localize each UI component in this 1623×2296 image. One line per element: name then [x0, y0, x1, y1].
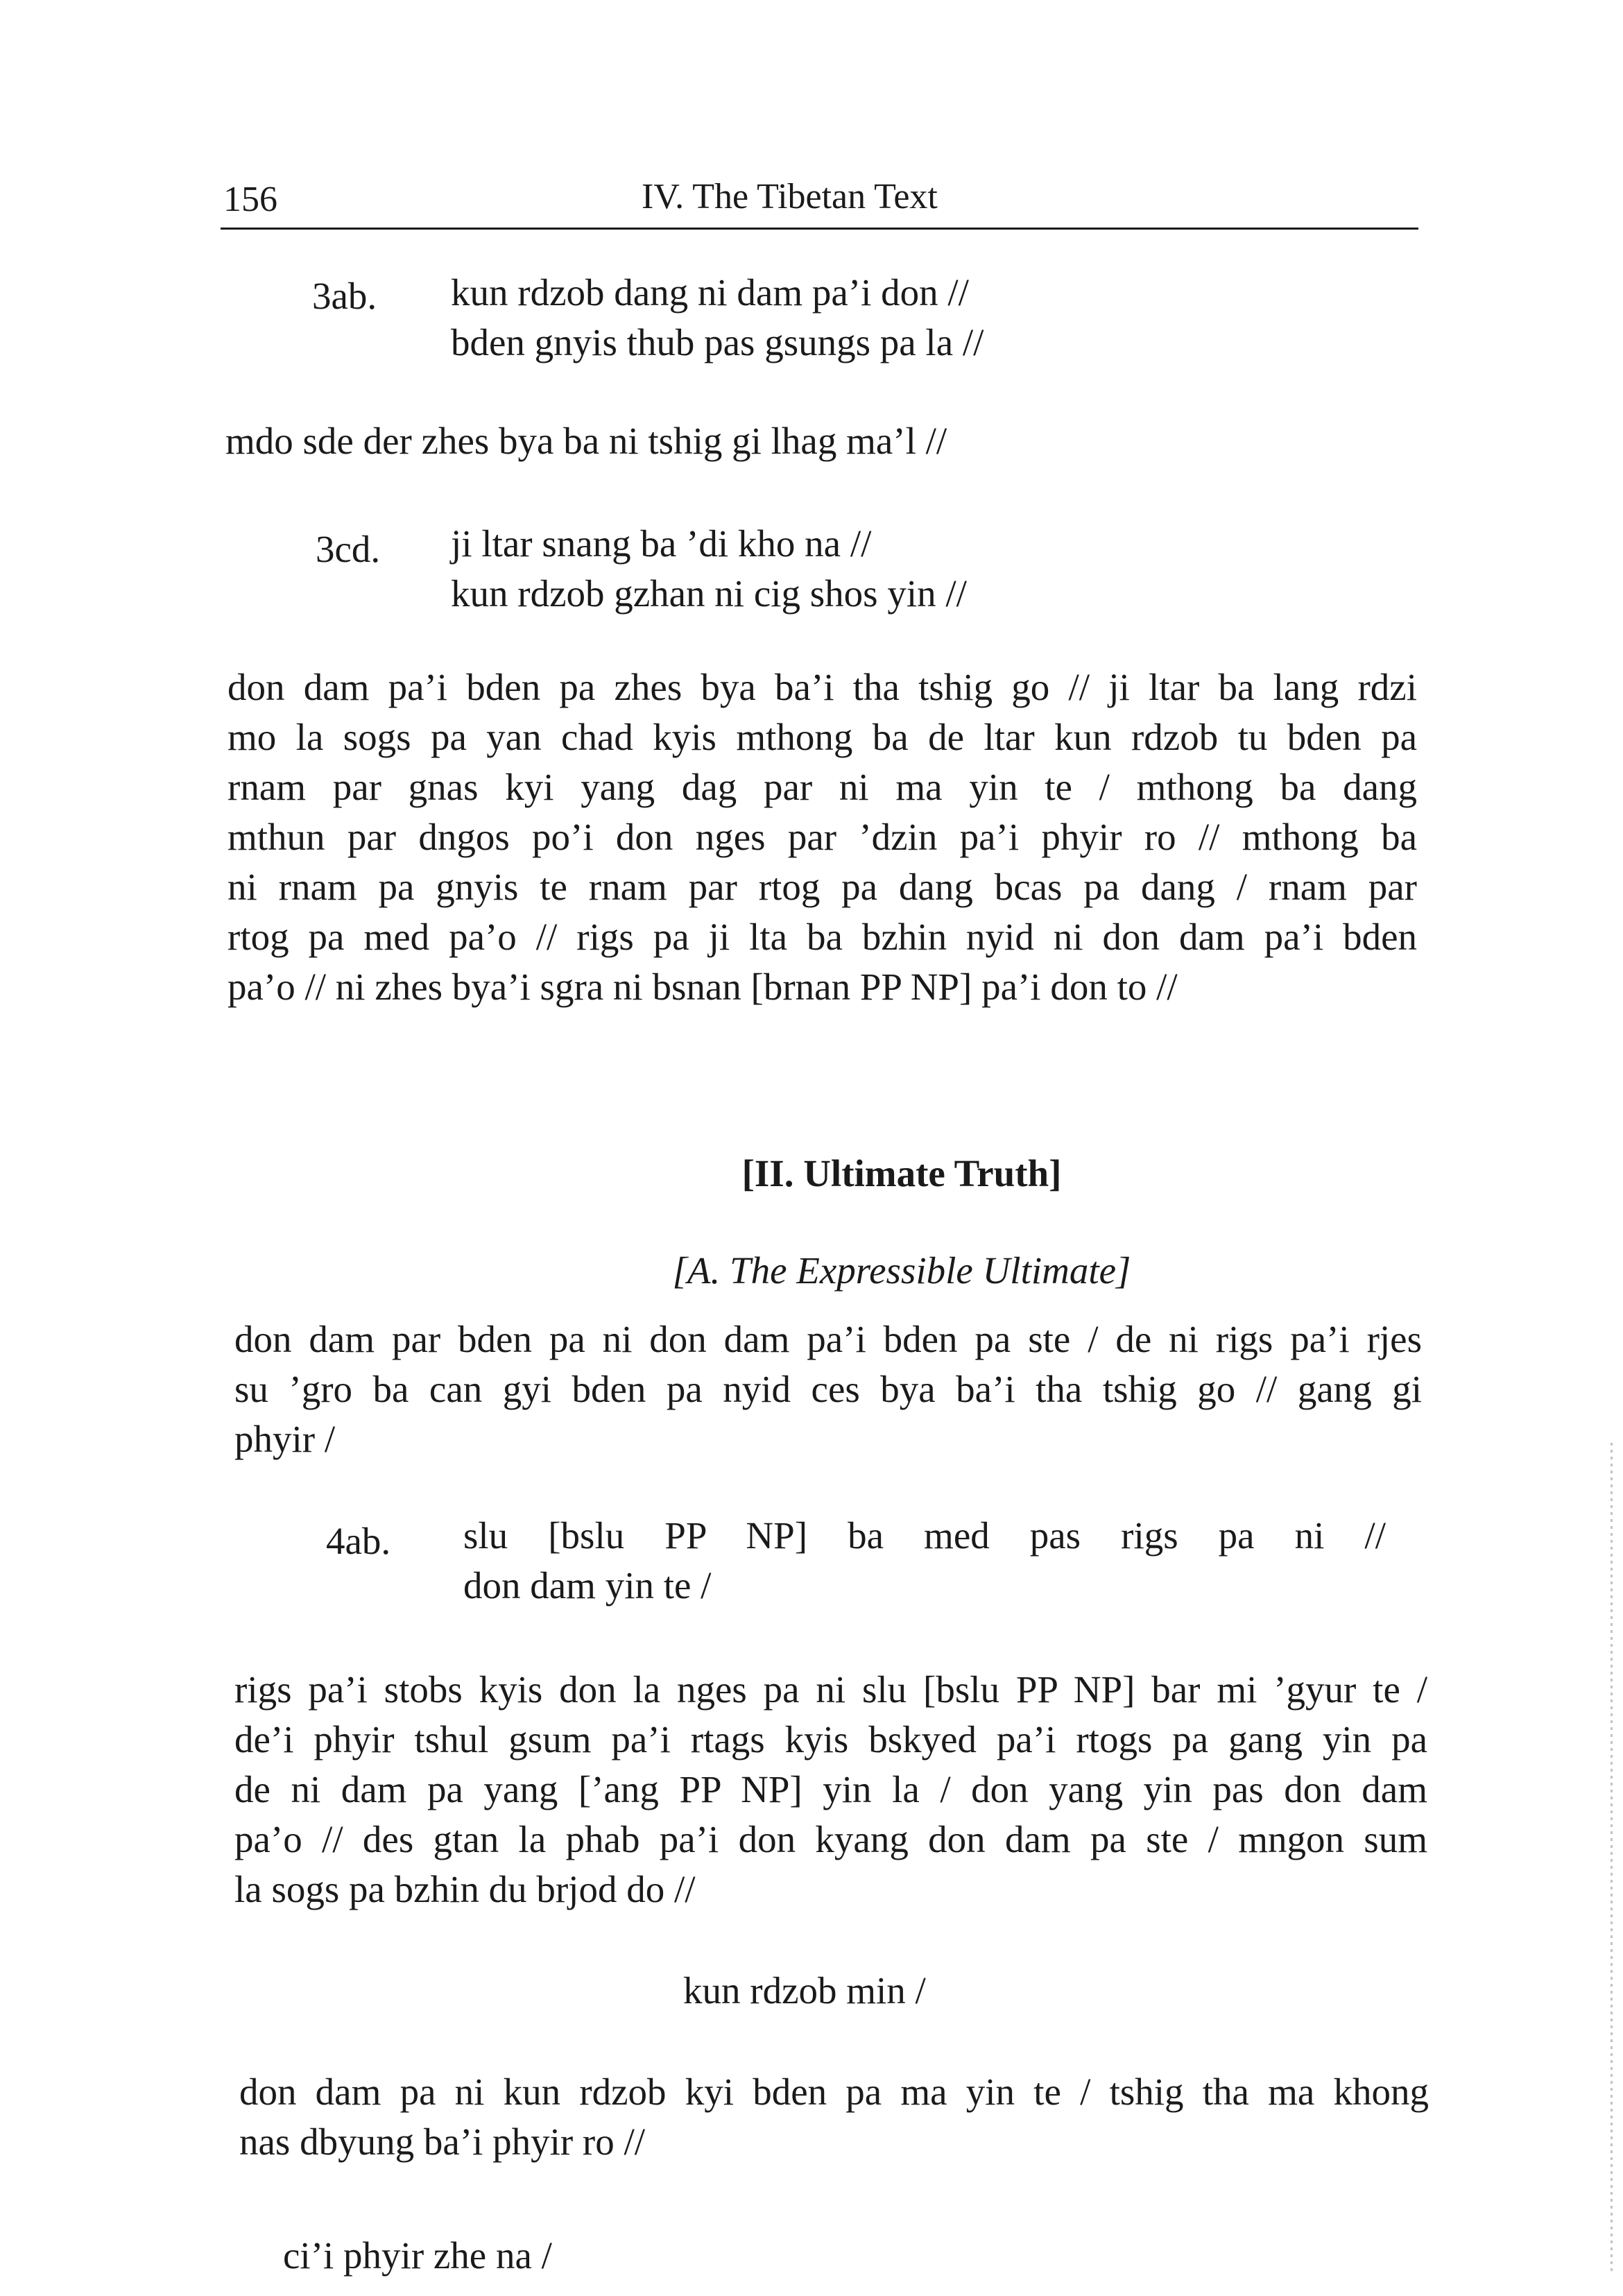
paragraph-line: la sogs pa bzhin du brjod do // — [234, 1868, 696, 1910]
paragraph-line: pa’o // des gtan la phab pa’i don kyang don dam pa ste / mngon sum — [234, 1818, 1427, 1860]
commentary-line: mdo sde der zhes bya ba ni tshig gi lhag ma’l // — [225, 420, 947, 462]
verse-4ab-line-1: slu [bslu PP NP] ba med pas rigs pa ni // — [463, 1514, 1386, 1557]
paragraph-line: de’i phyir tshul gsum pa’i rtags kyis bskyed pa’i rtogs pa gang yin pa — [234, 1718, 1427, 1760]
paragraph-line: rigs pa’i stobs kyis don la nges pa ni slu [bslu PP NP] bar mi ’gyur te / — [234, 1668, 1427, 1711]
paragraph-line: don dam par bden pa ni don dam pa’i bden pa ste / de ni rigs pa’i rjes — [234, 1318, 1422, 1360]
paragraph-line: don dam pa ni kun rdzob kyi bden pa ma yin te / tshig tha ma khong — [239, 2071, 1429, 2113]
subsection-heading: [A. The Expressible Ultimate] — [672, 1249, 1131, 1292]
paragraph-line: rtog pa med pa’o // rigs pa ji lta ba bzhin nyid ni don dam pa’i bden — [227, 916, 1417, 958]
verse-label-3cd: 3cd. — [316, 528, 381, 570]
paragraph-line: mthun par dngos po’i don nges par ’dzin pa’i phyir ro // mthong ba — [227, 816, 1417, 858]
running-title: IV. The Tibetan Text — [642, 177, 938, 216]
paragraph-line: don dam pa’i bden pa zhes bya ba’i tha tshig go // ji ltar ba lang rdzi — [227, 666, 1417, 708]
verse-4b-continuation: kun rdzob min / — [683, 1969, 926, 2012]
verse-3cd-line-2: kun rdzob gzhan ni cig shos yin // — [451, 572, 967, 615]
page-number: 156 — [223, 180, 277, 219]
verse-label-3ab: 3ab. — [312, 275, 377, 317]
closing-line: ci’i phyir zhe na / — [283, 2234, 552, 2277]
section-heading: [II. Ultimate Truth] — [741, 1152, 1062, 1194]
paragraph-2 — [234, 1314, 1422, 1464]
paragraph-line: ni rnam pa gnyis te rnam par rtog pa dang bcas pa dang / rnam par — [227, 866, 1417, 908]
paragraph-1 — [227, 662, 1417, 1012]
verse-3cd-line-1: ji ltar snang ba ’di kho na // — [451, 522, 872, 565]
verse-3ab-line-1: kun rdzob dang ni dam pa’i don // — [451, 271, 969, 314]
verse-4ab-line-2: don dam yin te / — [463, 1564, 712, 1607]
paragraph-line: su ’gro ba can gyi bden pa nyid ces bya ba’i tha tshig go // gang gi — [234, 1368, 1422, 1410]
paragraph-3 — [234, 1665, 1427, 1914]
verse-label-4ab: 4ab. — [326, 1520, 391, 1562]
paragraph-line: nas dbyung ba’i phyir ro // — [239, 2121, 646, 2163]
paragraph-line: rnam par gnas kyi yang dag par ni ma yin te / mthong ba dang — [227, 766, 1417, 808]
paragraph-line: pa’o // ni zhes bya’i sgra ni bsnan [brnan PP NP] pa’i don to // — [227, 966, 1178, 1008]
verse-3ab-line-2: bden gnyis thub pas gsungs pa la // — [451, 321, 984, 363]
paragraph-line: de ni dam pa yang [’ang PP NP] yin la / don yang yin pas don dam — [234, 1768, 1427, 1810]
paragraph-line: mo la sogs pa yan chad kyis mthong ba de ltar kun rdzob tu bden pa — [227, 716, 1417, 758]
paragraph-4 — [239, 2067, 1429, 2167]
header-rule — [221, 228, 1418, 230]
scan-edge — [1611, 1443, 1613, 2275]
paragraph-line: phyir / — [234, 1418, 336, 1460]
